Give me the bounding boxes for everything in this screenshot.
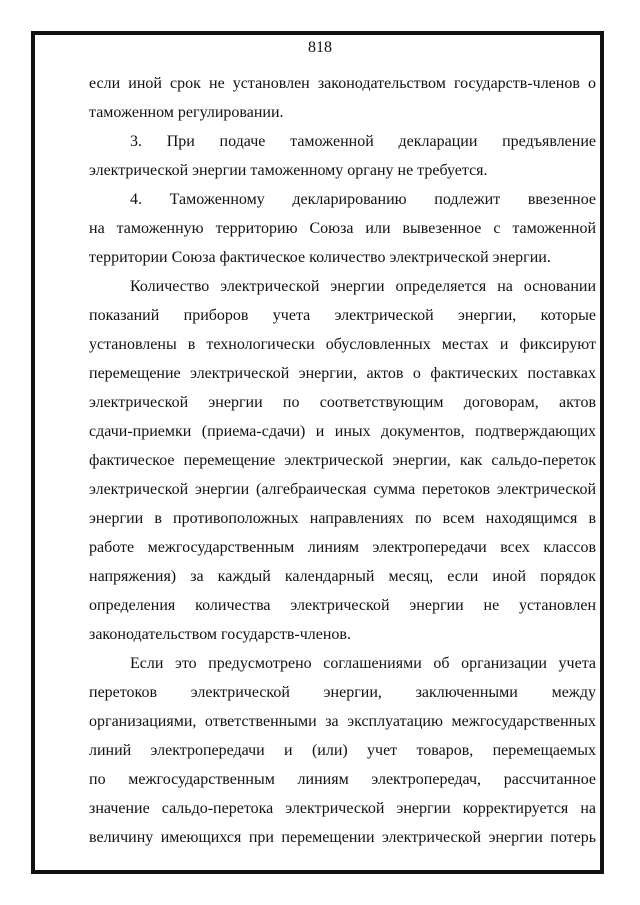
paragraph-1 — [89, 69, 596, 127]
text-line: Если это предусмотрено соглашениями об организации учета — [130, 655, 596, 672]
text-line: перемещение электрической энергии, актов о фактических поставках — [89, 365, 596, 382]
paragraph-3 — [89, 185, 596, 272]
text-line: установлены в технологически обусловленных местах и фиксируют — [89, 336, 596, 353]
text-line: перетоков электрической энергии, заключенными между — [89, 684, 596, 701]
text-line: электрической энергии (алгебраическая сумма перетоков электрической — [89, 481, 596, 498]
text-line: 4. Таможенному декларированию подлежит ввезенное — [130, 191, 596, 208]
text-line: линий электропередачи и (или) учет товаров, перемещаемых — [89, 742, 596, 759]
paragraph-4 — [89, 272, 596, 649]
text-line: организациями, ответственными за эксплуатацию межгосударственных — [89, 713, 596, 730]
paragraph-5 — [89, 649, 596, 852]
text-line: электрической энергии по соответствующим договорам, актов — [89, 394, 596, 411]
text-line: 3. При подаче таможенной декларации предъявление — [130, 133, 596, 150]
text-line: показаний приборов учета электрической энергии, которые — [89, 307, 596, 324]
text-line: законодательством государств-членов. — [89, 626, 351, 643]
text-line: электрической энергии таможенному органу не требуется. — [89, 162, 488, 179]
text-line: энергии в противоположных направлениях по всем находящимся в — [89, 510, 596, 527]
text-line: по межгосударственным линиям электропередач, рассчитанное — [89, 771, 596, 788]
text-line: таможенном регулировании. — [89, 104, 284, 121]
text-line: величину имеющихся при перемещении электрической энергии потерь — [89, 829, 596, 846]
text-line: работе межгосударственным линиям электропередачи всех классов — [89, 539, 596, 556]
text-line: сдачи-приемки (приема-сдачи) и иных документов, подтверждающих — [89, 423, 596, 440]
text-line: фактическое перемещение электрической энергии, как сальдо-переток — [89, 452, 596, 469]
text-line: определения количества электрической энергии не установлен — [89, 597, 596, 614]
text-line: на таможенную территорию Союза или вывезенное с таможенной — [89, 220, 596, 237]
page-number: 818 — [308, 39, 332, 56]
text-line: значение сальдо-перетока электрической энергии корректируется на — [89, 800, 596, 817]
text-line: если иной срок не установлен законодательством государств-членов о — [89, 75, 596, 92]
document-body — [89, 69, 596, 852]
text-line: территории Союза фактическое количество электрической энергии. — [89, 249, 551, 266]
text-line: Количество электрической энергии определяется на основании — [130, 278, 596, 295]
text-line: напряжения) за каждый календарный месяц, если иной порядок — [89, 568, 596, 585]
paragraph-2 — [89, 127, 596, 185]
